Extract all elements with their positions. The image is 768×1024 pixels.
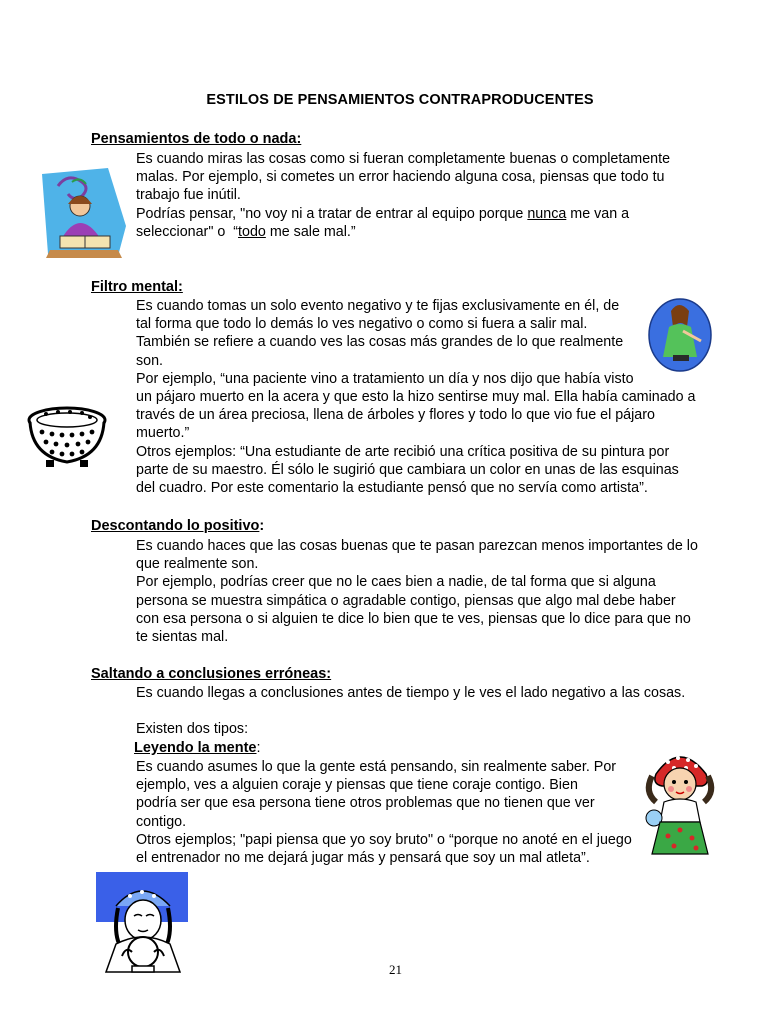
heading-saltando: Saltando a conclusiones erróneas: [91,666,332,682]
text-line: trabajo fue inútil. [136,187,241,204]
text-line: Por ejemplo, “una paciente vino a tratamiento un día y nos dijo que había visto [136,370,634,387]
girl-in-circle-icon [647,297,713,373]
page-title: ESTILOS DE PENSAMIENTOS CONTRAPRODUCENTES [206,92,594,108]
paragraph-filtro-mental [136,297,716,497]
text-line: persona se muestra simpática o agradable contigo, piensas que algo mal debe haber [136,592,676,609]
text-line: con esa persona o si alguien te dice lo bien que te ves, piensas que lo dice para que no [136,610,691,627]
text-line: parte de su maestro. Él sólo le sugirió que cambiara un color en unas de las esquinas [136,461,679,478]
paragraph-todo-nada [136,150,721,241]
text-line: Es cuando miras las cosas como si fueran completamente buenas o completamente [136,151,671,167]
text-line: ejemplo, ves a alguien coraje y piensas que tiene coraje contigo. Bien [136,777,578,794]
text-line: el entrenador no me dejará jugar más y pensará que soy un mal atleta”. [136,850,590,867]
text-line: Otros ejemplos; "papi piensa que yo soy bruto" o “porque no anoté en el juego [136,831,632,848]
text-line: También se refiere a cuando ves las cosas más grandes de lo que realmente [136,334,624,351]
subheading-leyendo-mente: Leyendo la mente: [134,740,261,756]
text-line: través de un área preciosa, llena de árboles y flores y todo lo que vio fue el pájaro [136,407,655,424]
text-line: Existen dos tipos: [136,721,249,738]
text-line: Es cuando tomas un solo evento negativo y te fijas exclusivamente en él, de [136,298,620,314]
text-line: malas. Por ejemplo, si cometes un error haciendo alguna cosa, piensas que todo tu [136,169,665,186]
text-line: Es cuando asumes lo que la gente está pensando, sin realmente saber. Por [136,759,617,775]
text-line: seleccionar" o “todo me sale mal.” [136,223,356,240]
text-line: Por ejemplo, podrías creer que no le caes bien a nadie, de tal forma que si alguna [136,574,656,591]
thinking-girl-icon [38,166,130,260]
text-line: tal forma que todo lo demás lo ves negativo o como si fuera a salir mal. [136,316,588,333]
text-line: contigo. [136,813,187,830]
crystal-ball-woman-icon [96,872,190,976]
underlined-word: nunca [527,205,567,222]
text-line: Es cuando haces que las cosas buenas que te pasan parezcan menos importantes de lo [136,538,698,554]
text-line: Es cuando llegas a conclusiones antes de tiempo y le ves el lado negativo a las cosas. [136,685,686,701]
text-line: del cuadro. Por este comentario la estudiante pensó que no servía como artista”. [136,480,648,497]
text-line: un pájaro muerto en la acera y que esto la hizo sentirse muy mal. Ella había caminado a [136,389,696,406]
heading-todo-nada: Pensamientos de todo o nada: [91,131,302,147]
colander-icon [26,404,108,470]
text-line [136,702,721,720]
paragraph-leyendo-mente [136,758,636,867]
heading-filtro-mental: Filtro mental: [91,279,183,295]
fortune-teller-icon [638,746,722,858]
text-line: Otros ejemplos: “Una estudiante de arte recibió una crítica positiva de su pintura por [136,443,670,460]
text-line: podría ser que esa persona tiene otros problemas que no tienen que ver [136,795,595,812]
text-line: que realmente son. [136,556,259,573]
text-line: te sientas mal. [136,629,229,646]
paragraph-saltando [136,684,721,738]
text-line: muerto.” [136,425,190,442]
text-line: Podrías pensar, "no voy ni a tratar de entrar al equipo porque nunca me van a [136,205,630,222]
paragraph-descontando [136,537,721,646]
underlined-word: todo [238,223,266,240]
text-line: son. [136,352,164,369]
page-number: 21 [389,962,402,977]
heading-descontando: Descontando lo positivo: [91,518,265,534]
